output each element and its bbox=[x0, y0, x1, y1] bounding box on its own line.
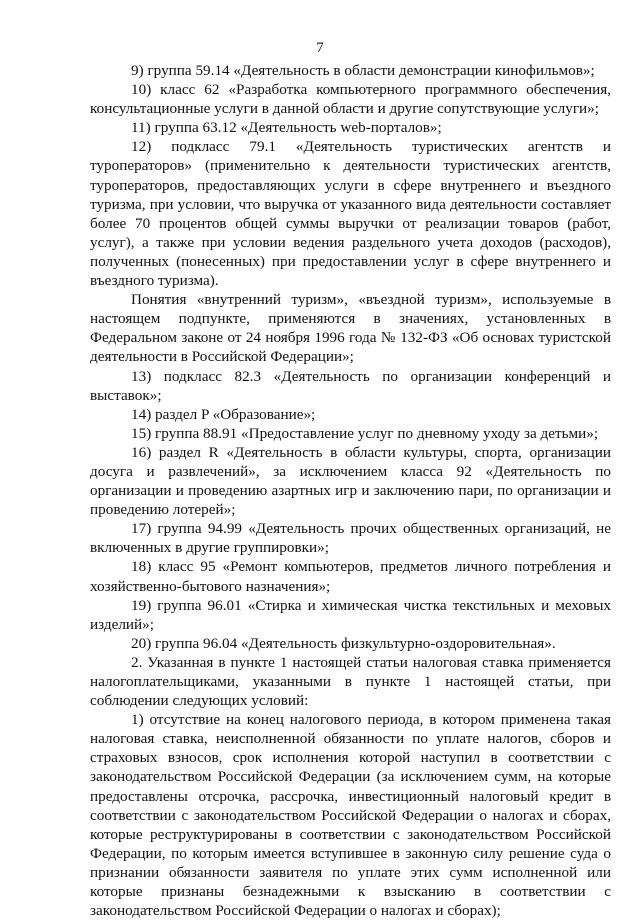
paragraph-item-14: 14) раздел P «Образование»; bbox=[131, 405, 316, 423]
page-number: 7 bbox=[316, 40, 324, 56]
paragraph-tourism-definitions: Понятия «внутренний туризм», «въездной туризм», используемые в настоящем подпункте, применяются в значениях, установленных в Федеральном законе от 24 ноября 1996 года № 132-ФЗ «Об основах туристской деятельности в Российской Федерации»; bbox=[90, 291, 611, 366]
paragraph-item-17: 17) группа 94.99 «Деятельность прочих общественных организаций, не включенных в другие группировки»; bbox=[90, 520, 611, 557]
paragraph-item-18: 18) класс 95 «Ремонт компьютеров, предметов личного потребления и хозяйственно-бытового назначения»; bbox=[90, 558, 611, 595]
paragraph-item-12: 12) подкласс 79.1 «Деятельность туристических агентств и туроператоров» (применительно к деятельности туристических агентств, туроператоров, предоставляющих услуги в сфере внутреннего и въездного туризма, при условии, что выручка от указанного вида деятельности составляет более 70 процентов общей суммы выручки от реализации товаров (работ, услуг), а также при условии ведения раздельного учета доходов (расходов), полученных (понесенных) при предоставлении услуг в сфере внутреннего и въездного туризма). bbox=[90, 138, 611, 290]
paragraph-clause-2: 2. Указанная в пункте 1 настоящей статьи налоговая ставка применяется налогоплательщиками, указанными в пункте 1 настоящей статьи, при соблюдении следующих условий: bbox=[90, 653, 611, 710]
paragraph-item-11: 11) группа 63.12 «Деятельность web-порталов»; bbox=[131, 119, 442, 137]
paragraph-item-20: 20) группа 96.04 «Деятельность физкультурно-оздоровительная». bbox=[131, 634, 556, 652]
paragraph-item-16: 16) раздел R «Деятельность в области культуры, спорта, организации досуга и развлечений», за исключением класса 92 «Деятельность по организации и проведению азартных игр и заключению пари, по организации и проведению лотерей»; bbox=[90, 443, 611, 519]
paragraph-item-9: 9) группа 59.14 «Деятельность в области демонстрации кинофильмов»; bbox=[131, 62, 595, 79]
paragraph-condition-1: 1) отсутствие на конец налогового периода, в котором применена такая налоговая ставка, неисполненной обязанности по уплате налогов, сборов и страховых взносов, срок исполнения которой наступил в соответствии с законодательством Российской Федерации (за исключением сумм, на которые предоставлены отсрочка, рассрочка, инвестиционный налоговый кредит в соответствии с законодательством Российской Федерации о налогах и сборах, которые реструктурированы в соответствии с законодательством Российской Федерации, по которым имеется вступившее в законную силу решение суда о признании обязанности заявителя по уплате этих сумм исполненной или которые признаны безнадежными к взысканию в соответствии с законодательством Российской Федерации о налогах и сборах); bbox=[90, 711, 611, 920]
paragraph-item-15: 15) группа 88.91 «Предоставление услуг по дневному уходу за детьми»; bbox=[131, 424, 599, 442]
paragraph-item-10: 10) класс 62 «Разработка компьютерного программного обеспечения, консультационные услуги в данной области и другие сопутствующие услуги»; bbox=[90, 81, 611, 118]
paragraph-item-13: 13) подкласс 82.3 «Деятельность по организации конференций и выставок»; bbox=[90, 367, 611, 404]
paragraph-item-19: 19) группа 96.01 «Стирка и химическая чистка текстильных и меховых изделий»; bbox=[90, 596, 611, 633]
document-body bbox=[90, 61, 611, 920]
